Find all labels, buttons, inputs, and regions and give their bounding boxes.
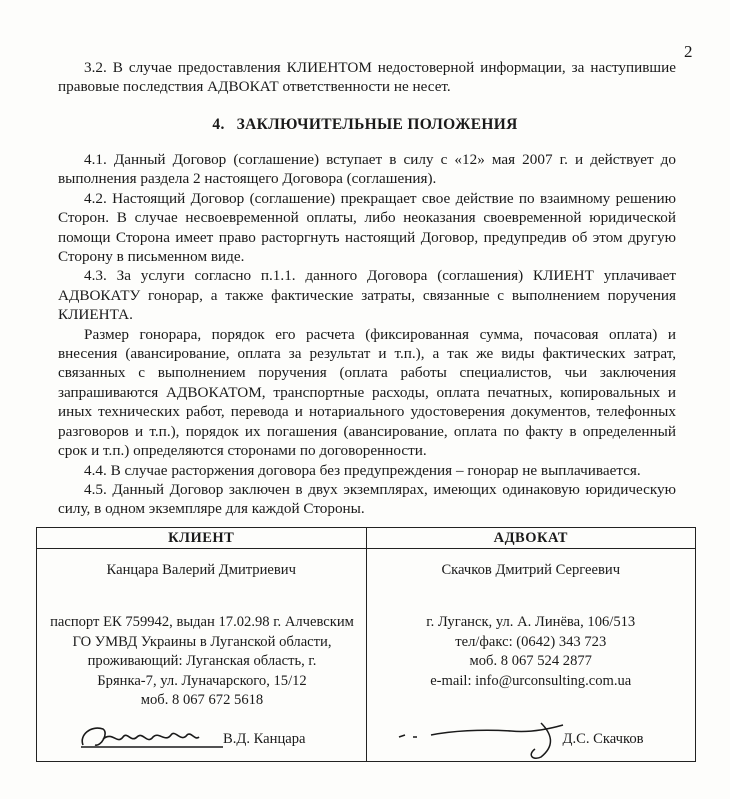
section-title: ЗАКЛЮЧИТЕЛЬНЫЕ ПОЛОЖЕНИЯ [236,116,518,133]
page-number: 2 [684,42,693,61]
paragraph-4-3: 4.3. За услуги согласно п.1.1. данного Договора (соглашения) КЛИЕНТ уплачивает АДВОКАТУ гонорар, а также фактические затраты, связанные с выполнением поручения КЛИЕНТА. [58,267,676,324]
client-signature-name: В.Д. Канцара [223,731,306,747]
lawyer-signature [391,719,571,763]
client-cell [37,549,367,762]
signature-table [36,527,696,762]
client-phone: моб. 8 067 672 5618 [140,692,264,708]
section-heading [0,116,730,134]
lawyer-cell [366,549,696,762]
lawyer-header: АДВОКАТ [366,528,696,549]
section-number: 4. [212,116,225,133]
lawyer-address: г. Луганск, ул. А. Линёва, 106/513 [426,614,636,630]
lawyer-details [367,613,696,691]
paragraph-fee: Размер гонорара, порядок его расчета (фиксированная сумма, почасовая оплата) и внесения (авансирование, оплата за результат и т.п.), а так же виды фактических затрат, связанных с выполнением поручения (оплата работы специалистов, чьи заключения запрашиваются АДВОКАТОМ, транспортные расходы, оплата печатных, копировальных и иных технических работ, перевода и нотариального удостоверения документов, телефонных разговоров и т.п.), порядок их погашения (авансирование, оплата по факту в определенный срок и т.п.) определяются сторонами по договоренности. [58,325,676,460]
paragraph-text: 3.2. В случае предоставления КЛИЕНТОМ недостоверной информации, за наступившие правовые последствия АДВОКАТ ответственности не несет. [58,59,676,96]
paragraph-4-5: 4.5. Данный Договор заключен в двух экземплярах, имеющих одинаковую юридическую силу, в одном экземпляре для каждой Стороны. [58,480,676,518]
paragraph-3-2 [58,58,676,97]
lawyer-fax: тел/факс: (0642) 343 723 [455,633,607,650]
lawyer-mobile: моб. 8 067 524 2877 [469,653,592,669]
lawyer-signature-name: Д.С. Скачков [562,731,644,747]
client-header: КЛИЕНТ [37,528,367,549]
lawyer-name: Скачков Дмитрий Сергеевич [441,562,621,578]
section-4-body [58,150,676,519]
client-name: Канцара Валерий Дмитриевич [106,562,296,578]
client-details [49,613,355,711]
client-address-2: Брянка-7, ул. Луначарского, 15/12 [97,672,307,689]
client-address-1: проживающий: Луганская область, г. [87,653,317,669]
paragraph-4-2: 4.2. Настоящий Договор (соглашение) прекращает свое действие по взаимному решению Сторон. В случае несвоевременной оплаты, либо неоказания своевременной юридической помощи Сторона имеет право расторгнуть настоящий Договор, предупредив об этом другую Сторону в письменном виде. [58,189,676,266]
client-passport: паспорт ЕК 759942, выдан 17.02.98 г. Алчевским ГО УМВД Украины в Луганской области, [50,614,354,650]
lawyer-email: e-mail: info@urconsulting.com.ua [430,672,632,689]
paragraph-4-1: 4.1. Данный Договор (соглашение) вступает в силу с «12» мая 2007 г. и действует до выполнения раздела 2 настоящего Договора (соглашения). [58,151,676,188]
paragraph-4-4: 4.4. В случае расторжения договора без предупреждения – гонорар не выплачивается. [84,461,641,479]
